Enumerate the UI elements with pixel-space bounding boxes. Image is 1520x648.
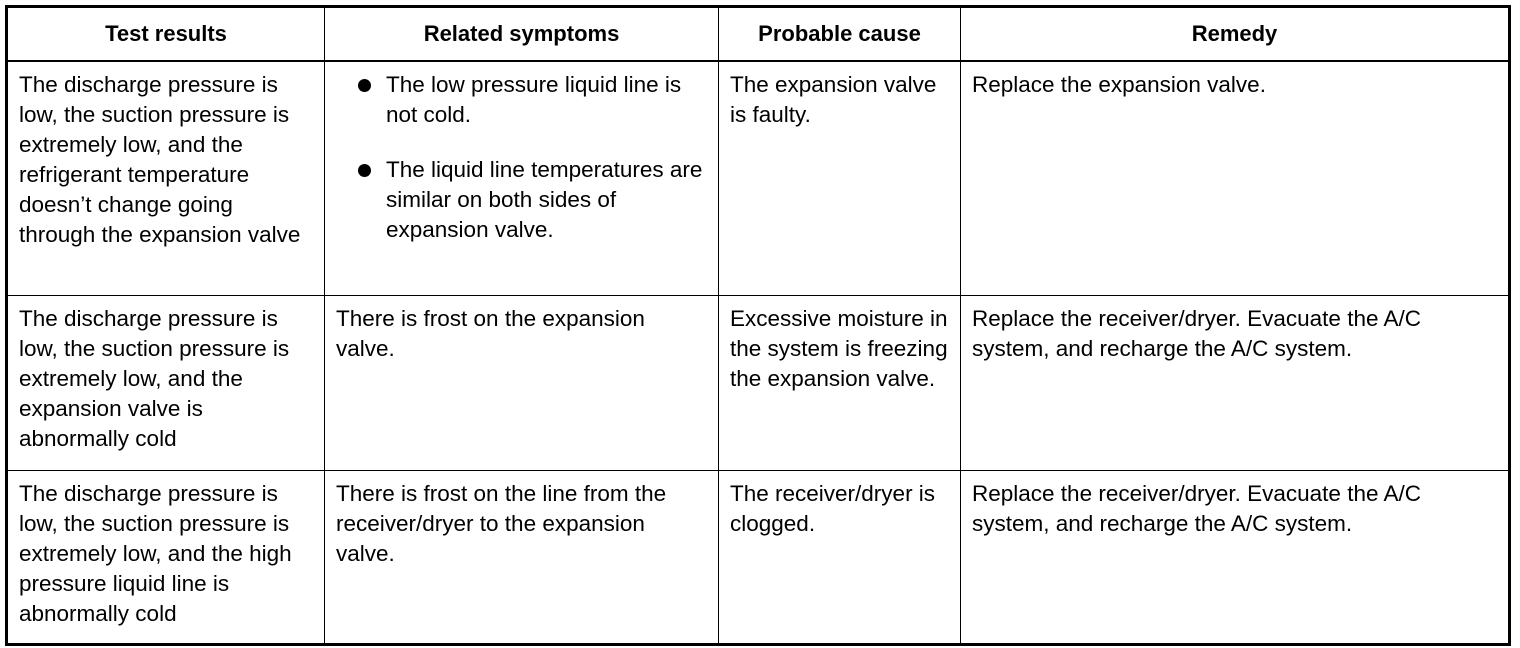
probable-cause-cell: The expansion valve is faulty. (719, 61, 961, 296)
remedy-cell: Replace the receiver/dryer. Evacuate the A/C system, and recharge the A/C system. (961, 471, 1510, 645)
probable-cause-cell: Excessive moisture in the system is freezing the expansion valve. (719, 296, 961, 471)
table-row (7, 296, 1510, 471)
header-probable-cause: Probable cause (719, 7, 961, 62)
probable-cause-cell: The receiver/dryer is clogged. (719, 471, 961, 645)
header-related-symptoms: Related symptoms (325, 7, 719, 62)
remedy-cell: Replace the receiver/dryer. Evacuate the A/C system, and recharge the A/C system. (961, 296, 1510, 471)
troubleshooting-table (5, 5, 1511, 646)
related-symptoms-cell: There is frost on the expansion valve. (325, 296, 719, 471)
table-row (7, 61, 1510, 296)
test-results-cell: The discharge pressure is low, the suction pressure is extremely low, and the expansion valve is abnormally cold (7, 296, 325, 471)
related-symptoms-cell (325, 61, 719, 296)
symptom-text: The liquid line temperatures are similar on both sides of expansion valve. (386, 157, 703, 242)
test-results-cell: The discharge pressure is low, the suction pressure is extremely low, and the high pressure liquid line is abnormally cold (7, 471, 325, 645)
header-row (7, 7, 1510, 62)
header-test-results: Test results (7, 7, 325, 62)
table-row (7, 471, 1510, 645)
remedy-cell: Replace the expansion valve. (961, 61, 1510, 296)
header-remedy: Remedy (961, 7, 1510, 62)
symptom-item (336, 70, 708, 130)
symptom-text: The low pressure liquid line is not cold. (386, 72, 682, 127)
symptom-list (336, 70, 708, 245)
related-symptoms-cell: There is frost on the line from the receiver/dryer to the expansion valve. (325, 471, 719, 645)
symptom-item (336, 155, 708, 245)
test-results-cell: The discharge pressure is low, the suction pressure is extremely low, and the refrigerant temperature doesn’t change going through the expansion valve (7, 61, 325, 296)
bullet-icon (358, 79, 371, 92)
bullet-icon (358, 164, 371, 177)
